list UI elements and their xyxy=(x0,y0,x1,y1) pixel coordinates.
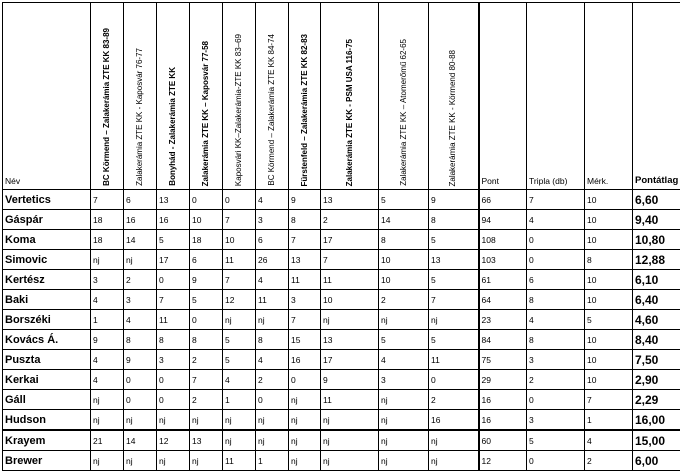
points-average: 4,60 xyxy=(633,310,680,330)
table-row xyxy=(3,410,680,431)
total-points: 16 xyxy=(479,390,527,410)
match-points: 8 xyxy=(190,330,223,350)
match-points: nj xyxy=(91,250,124,270)
match-points: 8 xyxy=(289,210,321,230)
match-points: nj xyxy=(223,430,256,451)
points-average: 6,00 xyxy=(633,451,680,471)
triple-count: 0 xyxy=(527,230,585,250)
header-merk: Mérk. xyxy=(585,3,633,190)
total-points: 23 xyxy=(479,310,527,330)
total-points: 29 xyxy=(479,370,527,390)
match-points: nj xyxy=(429,451,479,471)
match-points: 13 xyxy=(289,250,321,270)
match-points: 2 xyxy=(256,370,289,390)
points-average: 16,00 xyxy=(633,410,680,431)
match-points: 8 xyxy=(124,330,157,350)
table-row xyxy=(3,290,680,310)
match-points: 2 xyxy=(379,290,429,310)
points-average: 6,60 xyxy=(633,190,680,210)
match-points: nj xyxy=(289,430,321,451)
games-played: 1 xyxy=(585,410,633,431)
match-points: 9 xyxy=(124,350,157,370)
match-points: nj xyxy=(190,410,223,431)
match-points: 7 xyxy=(190,370,223,390)
player-name: Krayem xyxy=(3,430,91,451)
match-points: 8 xyxy=(379,230,429,250)
match-points: 5 xyxy=(157,230,190,250)
match-points: 9 xyxy=(91,330,124,350)
games-played: 10 xyxy=(585,330,633,350)
match-points: 11 xyxy=(289,270,321,290)
match-points: 3 xyxy=(379,370,429,390)
match-points: 4 xyxy=(256,270,289,290)
match-points: 13 xyxy=(429,250,479,270)
match-points: 10 xyxy=(321,290,379,310)
match-points: 0 xyxy=(256,390,289,410)
match-points: 15 xyxy=(289,330,321,350)
points-average: 9,40 xyxy=(633,210,680,230)
player-name: Koma xyxy=(3,230,91,250)
match-points: 17 xyxy=(157,250,190,270)
games-played: 4 xyxy=(585,430,633,451)
header-row xyxy=(3,3,680,190)
triple-count: 3 xyxy=(527,350,585,370)
table-row xyxy=(3,390,680,410)
match-points: nj xyxy=(223,310,256,330)
triple-count: 0 xyxy=(527,451,585,471)
points-average: 10,80 xyxy=(633,230,680,250)
match-points: 10 xyxy=(223,230,256,250)
header-match-10: Zalakerámia ZTE KK - Körmend 80-88 xyxy=(429,3,479,190)
match-points: 18 xyxy=(190,230,223,250)
header-match-2: Zalakerámia ZTE KK - Kaposvár 76-77 xyxy=(124,3,157,190)
table-row xyxy=(3,250,680,270)
games-played: 10 xyxy=(585,350,633,370)
match-points: 6 xyxy=(256,230,289,250)
match-points: 0 xyxy=(223,190,256,210)
match-points: 9 xyxy=(190,270,223,290)
games-played: 10 xyxy=(585,190,633,210)
match-points: nj xyxy=(91,451,124,471)
table-row xyxy=(3,270,680,290)
match-points: 0 xyxy=(157,390,190,410)
match-points: 7 xyxy=(289,230,321,250)
match-points: nj xyxy=(321,410,379,431)
triple-count: 6 xyxy=(527,270,585,290)
match-points: nj xyxy=(321,430,379,451)
total-points: 66 xyxy=(479,190,527,210)
match-points: 5 xyxy=(379,330,429,350)
triple-count: 0 xyxy=(527,390,585,410)
match-points: 4 xyxy=(256,190,289,210)
triple-count: 4 xyxy=(527,310,585,330)
match-points: 3 xyxy=(157,350,190,370)
header-match-3: Bonyhád - Zalakerámia ZTE KK xyxy=(157,3,190,190)
match-points: 11 xyxy=(256,290,289,310)
match-points: 7 xyxy=(223,270,256,290)
points-average: 15,00 xyxy=(633,430,680,451)
match-points: 13 xyxy=(321,190,379,210)
total-points: 75 xyxy=(479,350,527,370)
match-points: 1 xyxy=(91,310,124,330)
match-points: 0 xyxy=(157,370,190,390)
games-played: 10 xyxy=(585,290,633,310)
table-row xyxy=(3,370,680,390)
match-points: 5 xyxy=(223,330,256,350)
triple-count: 8 xyxy=(527,290,585,310)
player-name: Brewer xyxy=(3,451,91,471)
table-row xyxy=(3,350,680,370)
match-points: 8 xyxy=(256,330,289,350)
match-points: 1 xyxy=(256,451,289,471)
match-points: 5 xyxy=(190,290,223,310)
match-points: 12 xyxy=(157,430,190,451)
match-points: 5 xyxy=(223,350,256,370)
match-points: nj xyxy=(256,310,289,330)
match-points: 6 xyxy=(124,190,157,210)
points-average: 8,40 xyxy=(633,330,680,350)
total-points: 84 xyxy=(479,330,527,350)
match-points: 0 xyxy=(157,270,190,290)
match-points: nj xyxy=(256,410,289,431)
player-name: Kerkai xyxy=(3,370,91,390)
games-played: 8 xyxy=(585,250,633,270)
match-points: 4 xyxy=(91,350,124,370)
match-points: 10 xyxy=(379,270,429,290)
triple-count: 8 xyxy=(527,330,585,350)
stats-table xyxy=(2,2,680,471)
player-name: Borszéki xyxy=(3,310,91,330)
match-points: 13 xyxy=(157,190,190,210)
match-points: 11 xyxy=(321,270,379,290)
header-match-1: BC Körmend – Zalakerámia ZTE KK 83-89 xyxy=(91,3,124,190)
match-points: 4 xyxy=(256,350,289,370)
match-points: nj xyxy=(91,410,124,431)
match-points: 2 xyxy=(429,390,479,410)
match-points: 12 xyxy=(223,290,256,310)
match-points: 10 xyxy=(190,210,223,230)
points-average: 2,90 xyxy=(633,370,680,390)
match-points: 10 xyxy=(379,250,429,270)
match-points: 16 xyxy=(157,210,190,230)
match-points: 14 xyxy=(124,430,157,451)
table-row xyxy=(3,230,680,250)
header-match-7: Fürstenfeld – Zalakerámia ZTE KK 82-83 xyxy=(289,3,321,190)
player-name: Gáll xyxy=(3,390,91,410)
table-body xyxy=(3,190,680,471)
match-points: 11 xyxy=(223,451,256,471)
match-points: 11 xyxy=(429,350,479,370)
match-points: 9 xyxy=(429,190,479,210)
match-points: 0 xyxy=(190,310,223,330)
games-played: 10 xyxy=(585,210,633,230)
match-points: 2 xyxy=(321,210,379,230)
total-points: 61 xyxy=(479,270,527,290)
match-points: 4 xyxy=(91,290,124,310)
match-points: nj xyxy=(124,250,157,270)
triple-count: 3 xyxy=(527,410,585,431)
match-points: 13 xyxy=(321,330,379,350)
match-points: nj xyxy=(429,310,479,330)
match-points: 16 xyxy=(429,410,479,431)
match-points: 5 xyxy=(429,330,479,350)
match-points: 2 xyxy=(190,390,223,410)
match-points: 11 xyxy=(157,310,190,330)
match-points: 7 xyxy=(321,250,379,270)
player-name: Baki xyxy=(3,290,91,310)
match-points: 7 xyxy=(157,290,190,310)
match-points: nj xyxy=(321,451,379,471)
triple-count: 5 xyxy=(527,430,585,451)
header-name: Név xyxy=(3,3,91,190)
match-points: 4 xyxy=(223,370,256,390)
match-points: 16 xyxy=(289,350,321,370)
match-points: nj xyxy=(379,410,429,431)
match-points: 26 xyxy=(256,250,289,270)
points-average: 6,10 xyxy=(633,270,680,290)
match-points: 0 xyxy=(190,190,223,210)
player-name: Hudson xyxy=(3,410,91,431)
games-played: 10 xyxy=(585,270,633,290)
match-points: 7 xyxy=(91,190,124,210)
table-row xyxy=(3,451,680,471)
match-points: 0 xyxy=(429,370,479,390)
table-row xyxy=(3,310,680,330)
match-points: 3 xyxy=(289,290,321,310)
header-match-4: Zalakerámia ZTE KK – Kaposvár 77-58 xyxy=(190,3,223,190)
table-row xyxy=(3,330,680,350)
match-points: nj xyxy=(321,310,379,330)
match-points: 9 xyxy=(289,190,321,210)
total-points: 16 xyxy=(479,410,527,431)
points-average: 12,88 xyxy=(633,250,680,270)
match-points: nj xyxy=(379,451,429,471)
player-name: Kovács Á. xyxy=(3,330,91,350)
match-points: nj xyxy=(289,410,321,431)
match-points: 5 xyxy=(429,230,479,250)
match-points: 4 xyxy=(124,310,157,330)
triple-count: 2 xyxy=(527,370,585,390)
header-tripla: Tripla (db) xyxy=(527,3,585,190)
header-avg: Pontátlag xyxy=(633,3,680,190)
match-points: 3 xyxy=(124,290,157,310)
games-played: 2 xyxy=(585,451,633,471)
match-points: 6 xyxy=(190,250,223,270)
match-points: 1 xyxy=(223,390,256,410)
match-points: 18 xyxy=(91,230,124,250)
match-points: nj xyxy=(379,430,429,451)
match-points: 5 xyxy=(429,270,479,290)
match-points: 14 xyxy=(379,210,429,230)
player-name: Gáspár xyxy=(3,210,91,230)
match-points: nj xyxy=(289,451,321,471)
total-points: 103 xyxy=(479,250,527,270)
games-played: 5 xyxy=(585,310,633,330)
total-points: 64 xyxy=(479,290,527,310)
match-points: 8 xyxy=(429,210,479,230)
points-average: 7,50 xyxy=(633,350,680,370)
match-points: 0 xyxy=(289,370,321,390)
games-played: 10 xyxy=(585,230,633,250)
match-points: nj xyxy=(379,310,429,330)
match-points: nj xyxy=(379,390,429,410)
total-points: 60 xyxy=(479,430,527,451)
player-name: Simovic xyxy=(3,250,91,270)
triple-count: 0 xyxy=(527,250,585,270)
header-match-6: BC Körmend – Zalakerámia ZTE KK 84-74 xyxy=(256,3,289,190)
match-points: nj xyxy=(157,410,190,431)
match-points: 17 xyxy=(321,350,379,370)
match-points: 16 xyxy=(124,210,157,230)
match-points: 9 xyxy=(321,370,379,390)
total-points: 108 xyxy=(479,230,527,250)
player-name: Kertész xyxy=(3,270,91,290)
header-pont: Pont xyxy=(479,3,527,190)
match-points: 8 xyxy=(157,330,190,350)
match-points: 11 xyxy=(223,250,256,270)
match-points: 3 xyxy=(91,270,124,290)
header-match-5: Kaposvári KK–Zalakerámia-ZTE KK 83–69 xyxy=(223,3,256,190)
match-points: nj xyxy=(124,410,157,431)
header-match-9: Zalakerámia ZTE KK – Atomerőmű 62-65 xyxy=(379,3,429,190)
points-average: 6,40 xyxy=(633,290,680,310)
header-match-8: Zalakerámia ZTE KK - PSM USA 116-75 xyxy=(321,3,379,190)
triple-count: 7 xyxy=(527,190,585,210)
points-average: 2,29 xyxy=(633,390,680,410)
match-points: 0 xyxy=(124,370,157,390)
table-row xyxy=(3,210,680,230)
match-points: nj xyxy=(124,451,157,471)
match-points: 4 xyxy=(91,370,124,390)
match-points: nj xyxy=(289,390,321,410)
match-points: 11 xyxy=(321,390,379,410)
total-points: 12 xyxy=(479,451,527,471)
match-points: 2 xyxy=(124,270,157,290)
match-points: nj xyxy=(223,410,256,431)
match-points: 7 xyxy=(223,210,256,230)
table-row xyxy=(3,190,680,210)
match-points: 4 xyxy=(379,350,429,370)
match-points: 2 xyxy=(190,350,223,370)
match-points: 7 xyxy=(429,290,479,310)
table-row xyxy=(3,430,680,451)
match-points: 0 xyxy=(124,390,157,410)
match-points: 5 xyxy=(379,190,429,210)
match-points: 3 xyxy=(256,210,289,230)
player-name: Vertetics xyxy=(3,190,91,210)
match-points: nj xyxy=(429,430,479,451)
match-points: 13 xyxy=(190,430,223,451)
match-points: nj xyxy=(190,451,223,471)
player-name: Puszta xyxy=(3,350,91,370)
match-points: nj xyxy=(91,390,124,410)
total-points: 94 xyxy=(479,210,527,230)
match-points: nj xyxy=(256,430,289,451)
match-points: 14 xyxy=(124,230,157,250)
match-points: 21 xyxy=(91,430,124,451)
match-points: 7 xyxy=(289,310,321,330)
match-points: nj xyxy=(157,451,190,471)
match-points: 17 xyxy=(321,230,379,250)
games-played: 7 xyxy=(585,390,633,410)
triple-count: 4 xyxy=(527,210,585,230)
games-played: 10 xyxy=(585,370,633,390)
match-points: 18 xyxy=(91,210,124,230)
